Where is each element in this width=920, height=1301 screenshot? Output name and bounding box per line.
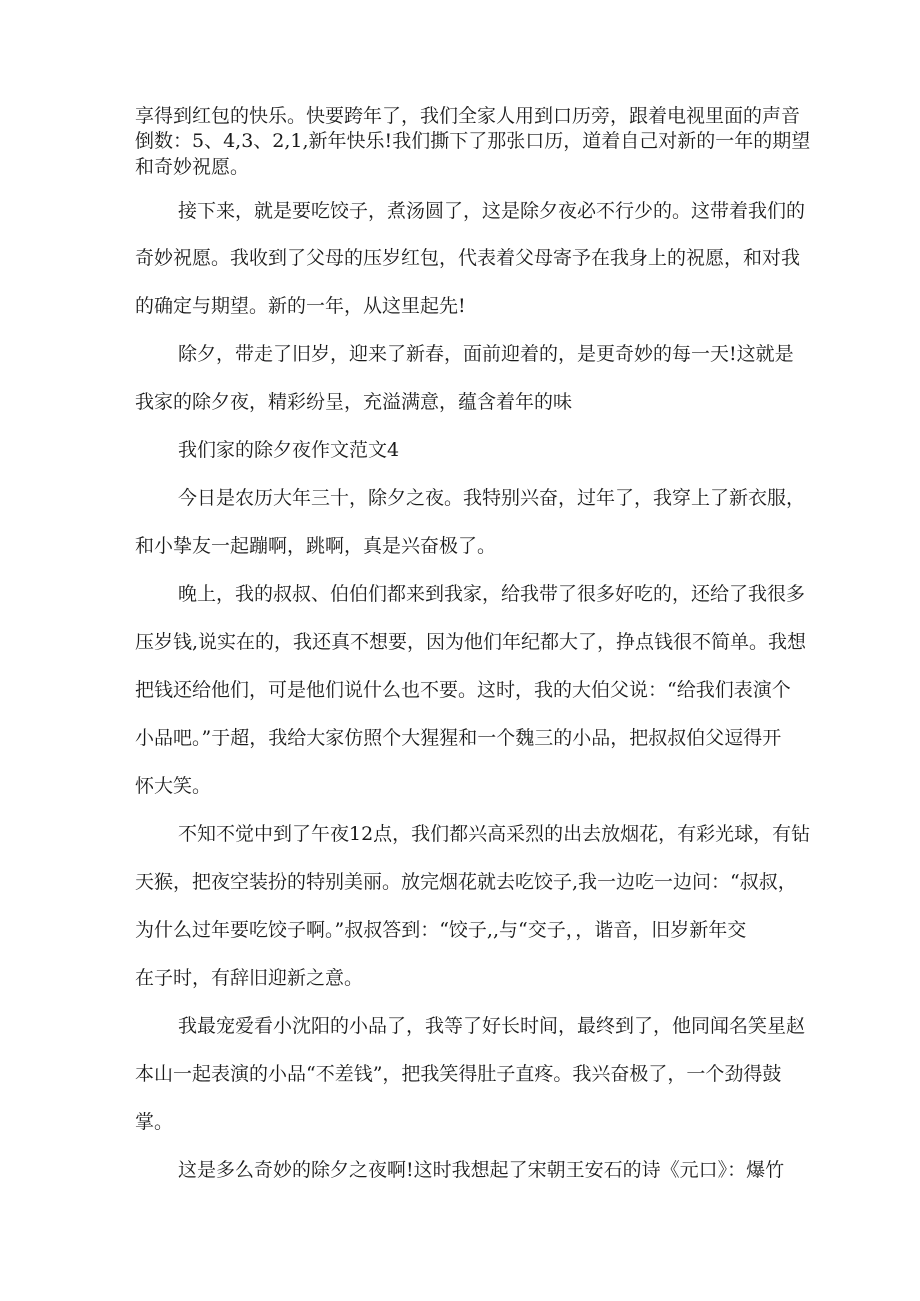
text-line-1: 享得到红包的快乐。快要跨年了，我们全家人用到口历旁，跟着电视里面的声音 <box>135 105 801 127</box>
text-line-5: 奇妙祝愿。我收到了父母的压岁红包，代表着父母寄予在我身上的祝愿，和对我 <box>135 247 801 269</box>
text-line-23: 掌。 <box>135 1111 174 1133</box>
text-line-6: 的确定与期望。新的一年，从这里起先! <box>135 295 466 317</box>
text-line-22: 本山一起表演的小品“不差钱”，把我笑得肚子直疼。我兴奋极了，一个劲得鼓 <box>135 1063 782 1085</box>
text-line-7: 除夕，带走了旧岁，迎来了新春，面前迎着的，是更奇妙的每一天!这就是 <box>178 343 794 365</box>
text-line-8: 我家的除夕夜，精彩纷呈，充溢满意，蕴含着年的味 <box>135 391 573 413</box>
text-line-19: 为什么过年要吃饺子啊。”叔叔答到：“饺子,,与“交子，，谐音，旧岁新年交 <box>135 919 747 941</box>
text-line-4: 接下来，就是要吃饺子，煮汤圆了，这是除夕夜必不行少的。这带着我们的 <box>178 200 806 222</box>
text-line-11: 和小挚友一起蹦啊，跳啊，真是兴奋极了。 <box>135 535 497 557</box>
text-line-12: 晚上，我的叔叔、伯伯们都来到我家，给我带了很多好吃的，还给了我很多 <box>178 583 806 605</box>
text-line-3: 和奇妙祝愿。 <box>135 156 250 178</box>
section-heading: 我们家的除夕夜作文范文4 <box>178 439 400 461</box>
text-line-10: 今日是农历大年三十，除夕之夜。我特别兴奋，过年了，我穿上了新衣服， <box>178 487 806 509</box>
text-line-20: 在子时，有辞旧迎新之意。 <box>135 967 364 989</box>
text-line-18: 天猴，把夜空装扮的特别美丽。放完烟花就去吃饺子,我一边吃一边问：“叔叔， <box>135 871 797 893</box>
text-line-15: 小品吧。”于超，我给大家仿照个大猩猩和一个魏三的小品，把叔叔伯父逗得开 <box>135 727 782 749</box>
text-line-14: 把钱还给他们，可是他们说什么也不要。这时，我的大伯父说：“给我们表演个 <box>135 679 791 701</box>
text-line-24: 这是多么奇妙的除夕之夜啊!这时我想起了宋朝王安石的诗《元口》：爆竹 <box>178 1159 785 1181</box>
text-line-17: 不知不觉中到了午夜12点，我们都兴高采烈的出去放烟花，有彩光球，有钻 <box>178 823 811 845</box>
text-line-21: 我最宠爱看小沈阳的小品了，我等了好长时间，最终到了，他同闻名笑星赵 <box>178 1015 806 1037</box>
text-line-16: 怀大笑。 <box>135 775 212 797</box>
text-line-13: 压岁钱,说实在的，我还真不想要，因为他们年纪都大了，挣点钱很不简单。我想 <box>135 631 807 653</box>
text-line-2: 倒数：5、4,3、2,1,新年快乐!我们撕下了那张口历，道着自己对新的一年的期望 <box>135 130 811 152</box>
